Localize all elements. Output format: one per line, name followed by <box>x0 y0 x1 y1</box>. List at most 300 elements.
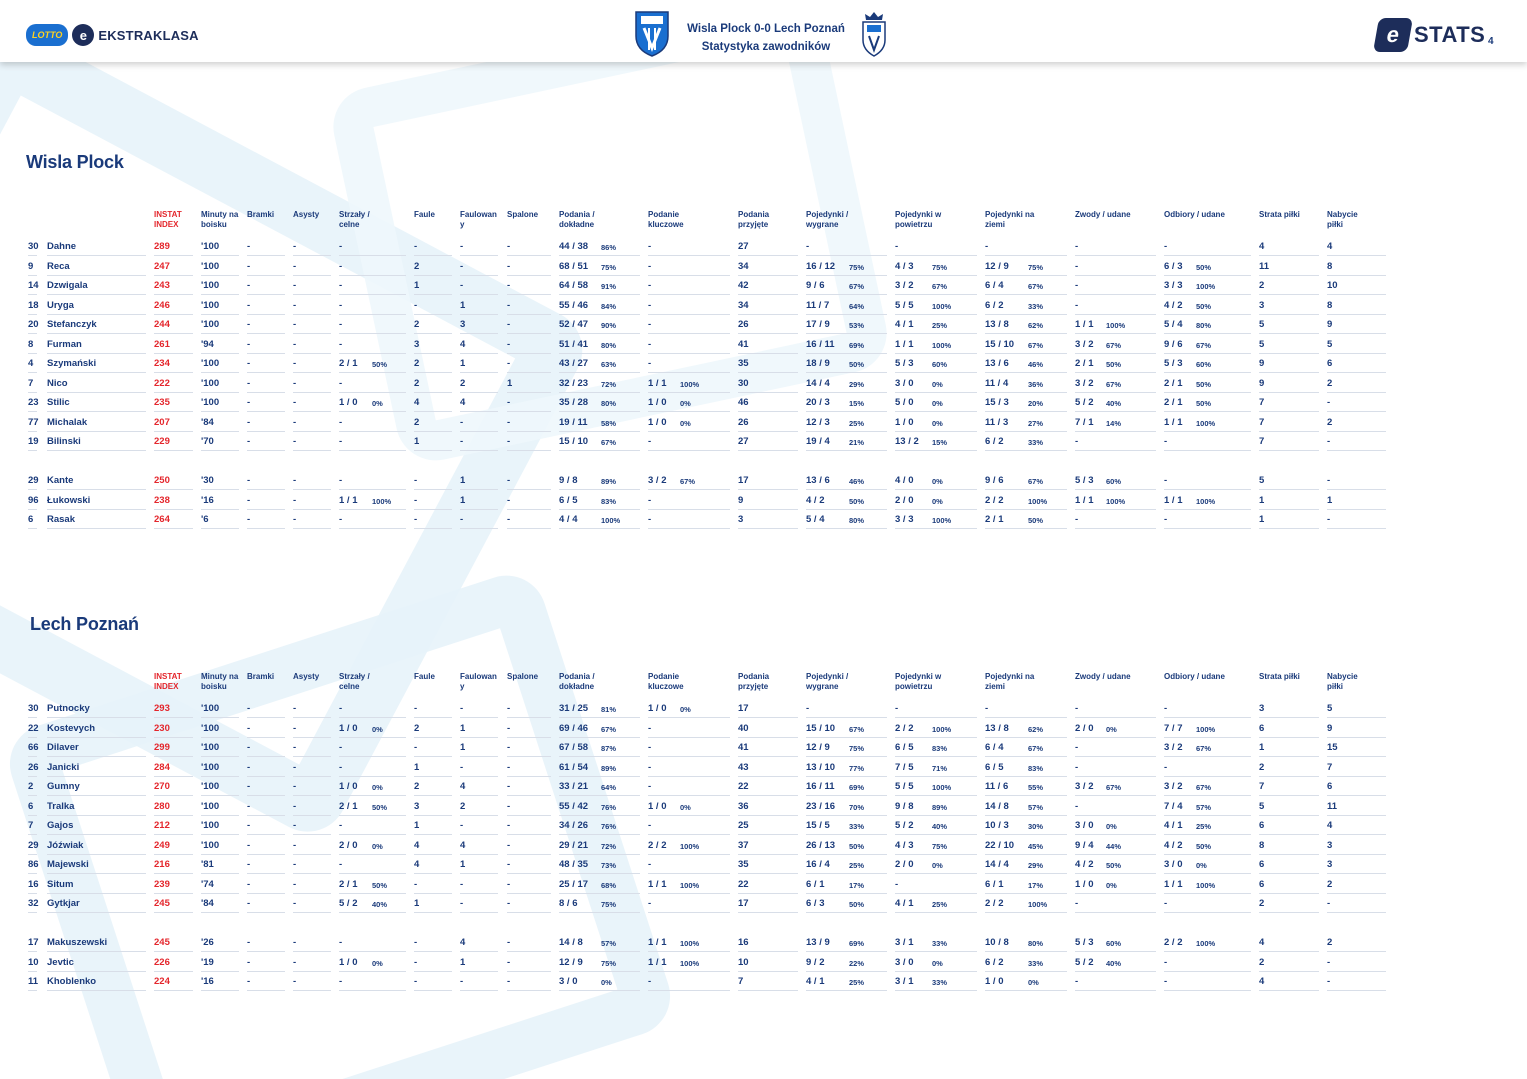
key-passes: - <box>648 239 730 256</box>
tackles-pct: 100% <box>1196 282 1216 291</box>
offsides: - <box>507 721 551 738</box>
passes-received: 35 <box>738 356 798 373</box>
tackles-pct: 100% <box>1196 724 1216 734</box>
tackles-pct: 100% <box>1196 418 1216 428</box>
instat-index: 244 <box>154 317 193 334</box>
minutes: '100 <box>201 721 239 738</box>
fouled: - <box>460 239 498 256</box>
fouls: 3 <box>414 799 452 816</box>
passes: 35 / 28 <box>559 395 640 412</box>
substitute-row <box>0 493 1390 511</box>
passes-pct: 67% <box>601 438 617 447</box>
ground-duels: 11 / 6 <box>985 779 1067 796</box>
shirt-number: 30 <box>28 701 37 718</box>
offsides: - <box>507 239 551 256</box>
ground-duels-pct: 62% <box>1028 724 1044 734</box>
ball-loss: 1 <box>1259 740 1319 757</box>
ground-duels-pct: 46% <box>1028 360 1044 369</box>
player-name: Michalak <box>47 415 146 432</box>
ground-duels-pct: 33% <box>1028 958 1044 968</box>
dribbles: 5 / 3 <box>1075 935 1156 952</box>
ball-gain: 6 <box>1327 356 1386 373</box>
aerial-duels: 4 / 1 <box>895 317 977 334</box>
ball-gain: 4 <box>1327 818 1386 835</box>
passes: 33 / 21 <box>559 779 640 796</box>
column-header-line: Podanie <box>648 210 680 219</box>
passes-received: 17 <box>738 701 798 718</box>
offsides: - <box>507 278 551 295</box>
player-row <box>0 779 1390 797</box>
minutes: '26 <box>201 935 239 952</box>
column-header-line: Podania / <box>559 210 595 219</box>
shirt-number: 18 <box>28 298 37 315</box>
fouled: - <box>460 760 498 777</box>
duels-pct: 25% <box>849 861 865 870</box>
column-header-line: ziemi <box>985 220 1006 229</box>
tackles: 3 / 2 <box>1164 740 1251 757</box>
assists: - <box>293 395 331 412</box>
aerial-duels: - <box>895 239 977 256</box>
ball-loss: 5 <box>1259 337 1319 354</box>
assists: - <box>293 298 331 315</box>
column-header-line: Strata piłki <box>1259 672 1300 681</box>
ground-duels: - <box>985 239 1067 256</box>
instat-index: 270 <box>154 779 193 796</box>
ball-gain: 8 <box>1327 298 1386 315</box>
passes-received: 26 <box>738 317 798 334</box>
ball-loss: 7 <box>1259 415 1319 432</box>
passes-pct: 63% <box>601 360 617 369</box>
player-row <box>0 896 1390 914</box>
ground-duels-pct: 0% <box>1028 978 1039 987</box>
duels-pct: 80% <box>849 516 865 525</box>
ball-gain: 11 <box>1327 799 1386 816</box>
aerial-duels: 3 / 3 <box>895 512 977 529</box>
fouls: - <box>414 239 452 256</box>
ball-loss: 4 <box>1259 935 1319 952</box>
dribbles: 5 / 2 <box>1075 955 1156 972</box>
minutes: '100 <box>201 838 239 855</box>
ground-duels: 11 / 3 <box>985 415 1067 432</box>
key-passes: - <box>648 298 730 315</box>
ball-gain: 6 <box>1327 779 1386 796</box>
dribbles-pct: 14% <box>1106 418 1122 428</box>
offsides: - <box>507 799 551 816</box>
fouls: - <box>414 493 452 510</box>
passes-received: 41 <box>738 740 798 757</box>
ground-duels: 14 / 4 <box>985 857 1067 874</box>
shots-pct: 100% <box>372 496 392 506</box>
passes-received: 22 <box>738 779 798 796</box>
key-passes-pct: 0% <box>680 399 691 408</box>
ground-duels: 13 / 8 <box>985 721 1067 738</box>
fouled: - <box>460 896 498 913</box>
player-name: Gumny <box>47 779 146 796</box>
ground-duels-pct: 67% <box>1028 282 1044 291</box>
passes-received: 26 <box>738 415 798 432</box>
aerial-duels: 5 / 0 <box>895 395 977 412</box>
column-header-line: celne <box>339 220 360 229</box>
player-row <box>0 740 1390 758</box>
passes: 52 / 47 <box>559 317 640 334</box>
aerial-duels: - <box>895 701 977 718</box>
fouled: 1 <box>460 857 498 874</box>
assists: - <box>293 799 331 816</box>
column-header-line: Odbiory / udane <box>1164 672 1225 681</box>
fouled: 4 <box>460 395 498 412</box>
instat-index: 261 <box>154 337 193 354</box>
duels: 9 / 2 <box>806 955 887 972</box>
dribbles-pct: 50% <box>1106 360 1122 369</box>
shots: - <box>339 317 406 334</box>
assists: - <box>293 935 331 952</box>
team-name: Wisla Plock <box>26 152 124 172</box>
instat-index: 212 <box>154 818 193 835</box>
passes-pct: 75% <box>601 958 617 968</box>
shots: 2 / 1 <box>339 356 406 373</box>
shots-pct: 50% <box>372 880 388 890</box>
tackles-pct: 57% <box>1196 802 1212 812</box>
duels: 23 / 16 <box>806 799 887 816</box>
duels: 13 / 10 <box>806 760 887 777</box>
shots-pct: 0% <box>372 841 383 851</box>
duels-pct: 46% <box>849 477 865 486</box>
passes: 43 / 27 <box>559 356 640 373</box>
offsides: - <box>507 337 551 354</box>
assists: - <box>293 434 331 451</box>
aerial-duels: 4 / 3 <box>895 838 977 855</box>
shots: - <box>339 935 406 952</box>
aerial-duels-pct: 71% <box>932 763 948 773</box>
passes-received: 41 <box>738 337 798 354</box>
tackles: - <box>1164 434 1251 451</box>
instat-index: 216 <box>154 857 193 874</box>
player-name: Janicki <box>47 760 146 777</box>
ground-duels-pct: 33% <box>1028 438 1044 447</box>
shots: - <box>339 473 406 490</box>
dribbles: 1 / 0 <box>1075 877 1156 894</box>
duels-pct: 67% <box>849 724 865 734</box>
key-passes: - <box>648 974 730 991</box>
ground-duels: 2 / 2 <box>985 493 1067 510</box>
player-row <box>0 317 1390 335</box>
assists: - <box>293 376 331 393</box>
tackles: 1 / 1 <box>1164 877 1251 894</box>
duels-pct: 50% <box>849 841 865 851</box>
duels: 16 / 12 <box>806 259 887 276</box>
key-passes-pct: 0% <box>680 802 691 812</box>
lech-poznan-crest-icon <box>860 10 888 58</box>
assists: - <box>293 974 331 991</box>
tackles: 7 / 4 <box>1164 799 1251 816</box>
minutes: '100 <box>201 376 239 393</box>
passes-pct: 68% <box>601 880 617 890</box>
fouls: 1 <box>414 434 452 451</box>
assists: - <box>293 473 331 490</box>
fouled: 2 <box>460 799 498 816</box>
shirt-number: 96 <box>28 493 37 510</box>
passes-received: 9 <box>738 493 798 510</box>
ground-duels-pct: 29% <box>1028 861 1044 870</box>
minutes: '16 <box>201 493 239 510</box>
ground-duels-pct: 67% <box>1028 340 1044 350</box>
ball-loss: 2 <box>1259 760 1319 777</box>
shirt-number: 77 <box>28 415 37 432</box>
dribbles-pct: 60% <box>1106 477 1122 486</box>
dribbles-pct: 50% <box>1106 861 1122 870</box>
ground-duels: 14 / 8 <box>985 799 1067 816</box>
column-header-line: Faule <box>414 210 435 219</box>
league-logo <box>26 24 199 46</box>
passes-pct: 80% <box>601 399 617 408</box>
ground-duels-pct: 75% <box>1028 262 1044 272</box>
passes: 68 / 51 <box>559 259 640 276</box>
column-header-line: y <box>460 682 465 691</box>
goals: - <box>247 799 285 816</box>
ground-duels-pct: 17% <box>1028 880 1044 890</box>
offsides: 1 <box>507 376 551 393</box>
key-passes: - <box>648 760 730 777</box>
ball-loss: 4 <box>1259 239 1319 256</box>
key-passes-pct: 100% <box>680 841 700 851</box>
aerial-duels-pct: 0% <box>932 496 943 506</box>
dribbles-pct: 67% <box>1106 340 1122 350</box>
aerial-duels-pct: 25% <box>932 321 948 330</box>
aerial-duels-pct: 100% <box>932 783 952 792</box>
aerial-duels: 5 / 2 <box>895 818 977 835</box>
column-header-line: kluczowe <box>648 682 684 691</box>
head-shots <box>339 210 419 230</box>
passes-received: 37 <box>738 838 798 855</box>
fouls: 1 <box>414 818 452 835</box>
duels: 18 / 9 <box>806 356 887 373</box>
shots-pct: 0% <box>372 783 383 792</box>
dribbles-pct: 40% <box>1106 958 1122 968</box>
offsides: - <box>507 473 551 490</box>
passes-received: 42 <box>738 278 798 295</box>
aerial-duels: 3 / 2 <box>895 278 977 295</box>
offsides: - <box>507 857 551 874</box>
shirt-number: 7 <box>28 818 37 835</box>
ground-duels-pct: 57% <box>1028 802 1044 812</box>
goals: - <box>247 415 285 432</box>
head-key-passes <box>648 672 728 692</box>
aerial-duels: 4 / 0 <box>895 473 977 490</box>
fouled: - <box>460 701 498 718</box>
instat-index: 246 <box>154 298 193 315</box>
tackles-pct: 67% <box>1196 783 1212 792</box>
head-passes <box>559 672 639 692</box>
passes-received: 7 <box>738 974 798 991</box>
tackles-pct: 50% <box>1196 301 1212 311</box>
duels-pct: 75% <box>849 744 865 753</box>
passes: 55 / 42 <box>559 799 640 816</box>
passes-received: 35 <box>738 857 798 874</box>
passes-pct: 76% <box>601 802 617 812</box>
duels-pct: 25% <box>849 418 865 428</box>
player-name: Gajos <box>47 818 146 835</box>
passes-pct: 72% <box>601 379 617 389</box>
substitute-row <box>0 935 1390 953</box>
head-tackles <box>1164 210 1244 220</box>
tackles-pct: 50% <box>1196 262 1212 272</box>
passes-pct: 58% <box>601 418 617 428</box>
player-name: Jevtic <box>47 955 146 972</box>
player-row <box>0 434 1390 452</box>
goals: - <box>247 955 285 972</box>
aerial-duels: 9 / 8 <box>895 799 977 816</box>
key-passes: 2 / 2 <box>648 838 730 855</box>
dribbles: - <box>1075 512 1156 529</box>
duels: 4 / 1 <box>806 974 887 991</box>
aerial-duels: 13 / 2 <box>895 434 977 451</box>
fouls: 2 <box>414 415 452 432</box>
aerial-duels: 7 / 5 <box>895 760 977 777</box>
instat-index: 222 <box>154 376 193 393</box>
assists: - <box>293 493 331 510</box>
passes-received: 46 <box>738 395 798 412</box>
tackles: - <box>1164 512 1251 529</box>
tackles: - <box>1164 701 1251 718</box>
column-header-line: powietrzu <box>895 682 933 691</box>
player-name: Situm <box>47 877 146 894</box>
league-name: EKSTRAKLASA <box>98 27 199 43</box>
duels: 14 / 4 <box>806 376 887 393</box>
shirt-number: 11 <box>28 974 37 991</box>
dribbles: - <box>1075 259 1156 276</box>
shirt-number: 29 <box>28 838 37 855</box>
fouls: 2 <box>414 376 452 393</box>
aerial-duels: 3 / 1 <box>895 935 977 952</box>
stats-e-icon: e <box>1373 18 1413 52</box>
tackles: 2 / 2 <box>1164 935 1251 952</box>
instat-index: 207 <box>154 415 193 432</box>
player-name: Putnocky <box>47 701 146 718</box>
ball-loss: 11 <box>1259 259 1319 276</box>
head-aerial-duels <box>895 672 975 692</box>
key-passes: - <box>648 721 730 738</box>
ball-gain: 8 <box>1327 259 1386 276</box>
fouled: 1 <box>460 356 498 373</box>
fouled: 1 <box>460 740 498 757</box>
player-row <box>0 721 1390 739</box>
offsides: - <box>507 415 551 432</box>
tackles: 3 / 3 <box>1164 278 1251 295</box>
assists: - <box>293 317 331 334</box>
column-header-line: powietrzu <box>895 220 933 229</box>
column-header-line: Podania <box>738 210 770 219</box>
assists: - <box>293 955 331 972</box>
instat-index: 224 <box>154 974 193 991</box>
passes-pct: 84% <box>601 301 617 311</box>
minutes: '100 <box>201 356 239 373</box>
shirt-number: 7 <box>28 376 37 393</box>
passes: 14 / 8 <box>559 935 640 952</box>
minutes: '100 <box>201 779 239 796</box>
aerial-duels: 5 / 5 <box>895 298 977 315</box>
assists: - <box>293 701 331 718</box>
player-name: Łukowski <box>47 493 146 510</box>
shots: - <box>339 434 406 451</box>
key-passes: - <box>648 512 730 529</box>
ball-loss: 7 <box>1259 434 1319 451</box>
ground-duels-pct: 62% <box>1028 321 1044 330</box>
instat-index: 250 <box>154 473 193 490</box>
instat-index: 230 <box>154 721 193 738</box>
ball-gain: 10 <box>1327 278 1386 295</box>
assists: - <box>293 857 331 874</box>
offsides: - <box>507 701 551 718</box>
minutes: '100 <box>201 701 239 718</box>
player-name: Dilaver <box>47 740 146 757</box>
shots: - <box>339 512 406 529</box>
column-header-line: Podania <box>738 672 770 681</box>
assists: - <box>293 721 331 738</box>
key-passes: - <box>648 896 730 913</box>
dribbles: 1 / 1 <box>1075 317 1156 334</box>
dribbles: 5 / 3 <box>1075 473 1156 490</box>
passes: 19 / 11 <box>559 415 640 432</box>
tackles: 9 / 6 <box>1164 337 1251 354</box>
duels: 9 / 6 <box>806 278 887 295</box>
player-name: Bilinski <box>47 434 146 451</box>
tackles: 5 / 3 <box>1164 356 1251 373</box>
column-header-line: Odbiory / udane <box>1164 210 1225 219</box>
shirt-number: 66 <box>28 740 37 757</box>
fouls: - <box>414 512 452 529</box>
ball-gain: - <box>1327 974 1386 991</box>
shots: - <box>339 259 406 276</box>
passes: 67 / 58 <box>559 740 640 757</box>
passes: 3 / 0 <box>559 974 640 991</box>
passes-received: 22 <box>738 877 798 894</box>
goals: - <box>247 740 285 757</box>
head-dribbles <box>1075 672 1155 682</box>
key-passes-pct: 0% <box>680 705 691 714</box>
instat-index: 239 <box>154 877 193 894</box>
key-passes: - <box>648 818 730 835</box>
shots: - <box>339 376 406 393</box>
key-passes: - <box>648 434 730 451</box>
offsides: - <box>507 317 551 334</box>
aerial-duels-pct: 15% <box>932 438 948 447</box>
fouled: 1 <box>460 493 498 510</box>
ground-duels-pct: 50% <box>1028 516 1044 525</box>
duels-pct: 33% <box>849 822 865 831</box>
shots: 1 / 1 <box>339 493 406 510</box>
assists: - <box>293 512 331 529</box>
dribbles: - <box>1075 799 1156 816</box>
fouls: - <box>414 877 452 894</box>
dribbles: 3 / 2 <box>1075 779 1156 796</box>
ground-duels: 11 / 4 <box>985 376 1067 393</box>
passes-received: 34 <box>738 259 798 276</box>
goals: - <box>247 877 285 894</box>
aerial-duels-pct: 0% <box>932 379 943 389</box>
tackles-pct: 100% <box>1196 939 1216 948</box>
ball-gain: - <box>1327 473 1386 490</box>
passes-pct: 86% <box>601 243 617 252</box>
key-passes: - <box>648 337 730 354</box>
key-passes: 1 / 0 <box>648 415 730 432</box>
tackles: 3 / 0 <box>1164 857 1251 874</box>
player-name: Furman <box>47 337 146 354</box>
player-name: Tralka <box>47 799 146 816</box>
duels-pct: 70% <box>849 802 865 812</box>
head-key-passes <box>648 210 728 230</box>
aerial-duels-pct: 75% <box>932 262 948 272</box>
shirt-number: 23 <box>28 395 37 412</box>
